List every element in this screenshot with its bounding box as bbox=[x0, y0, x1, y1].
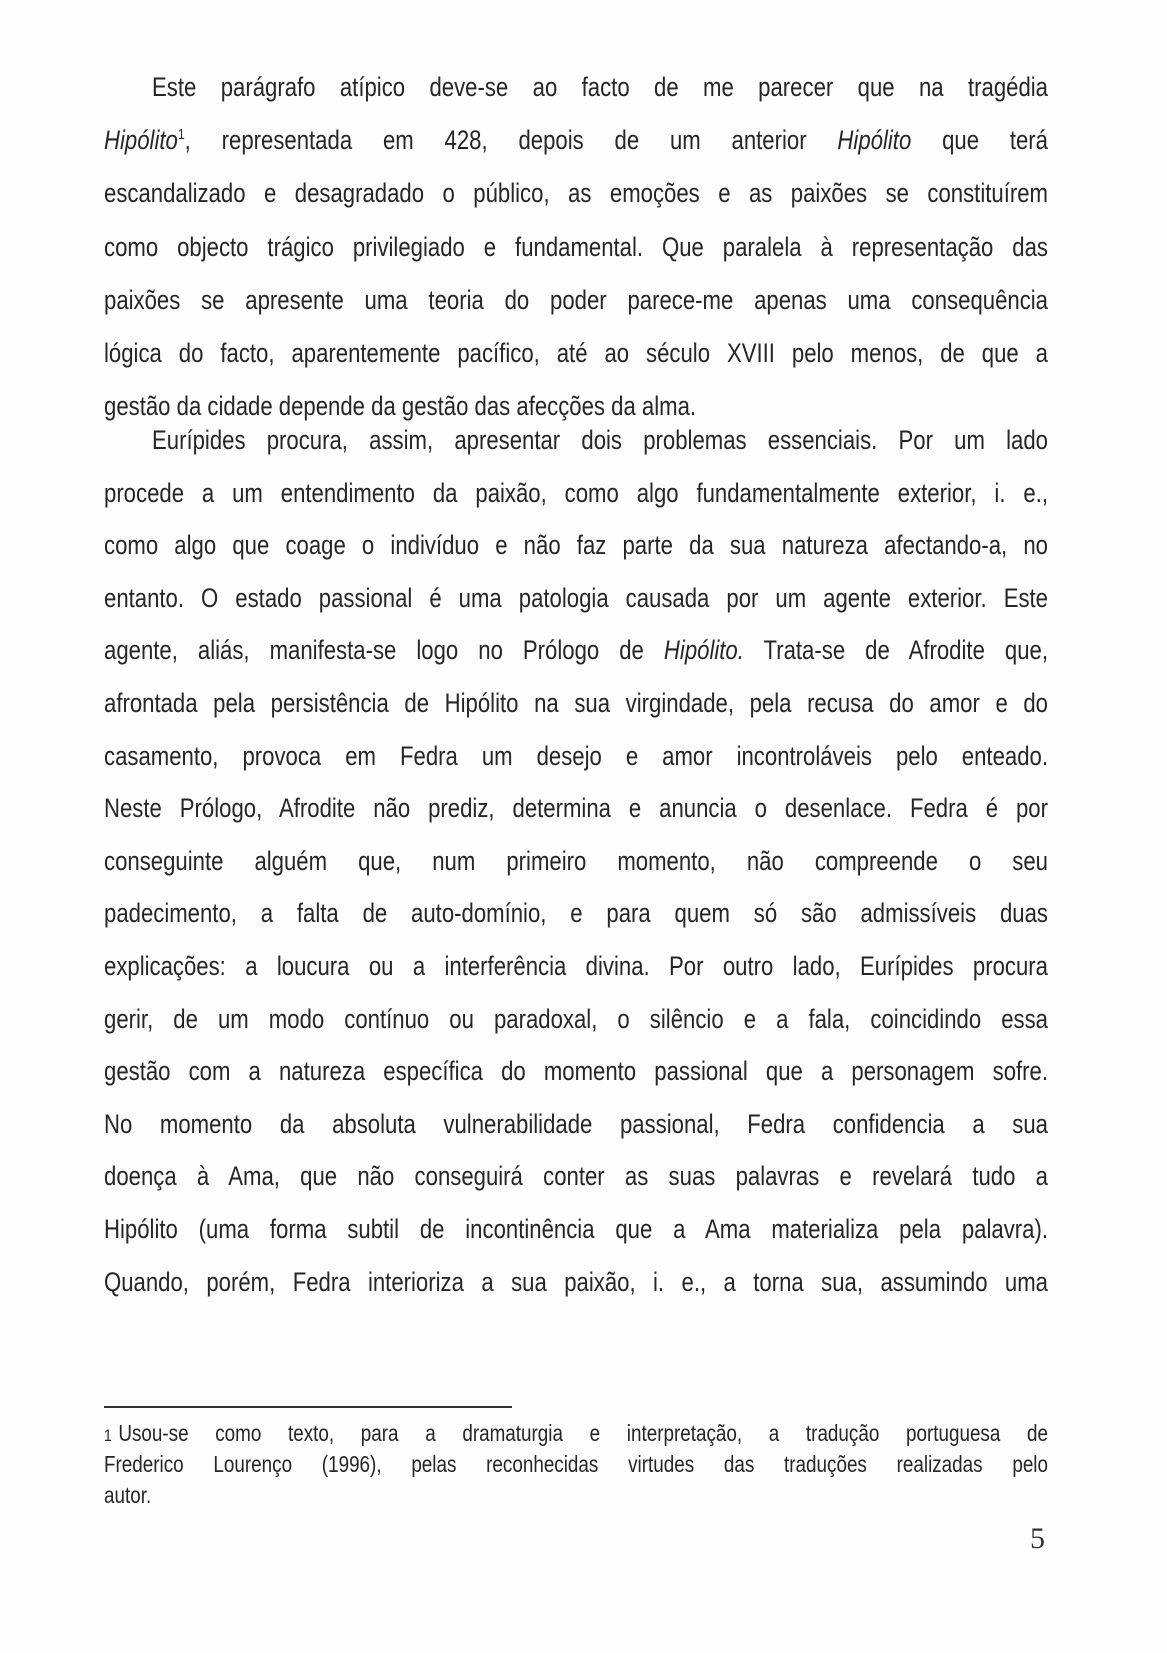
line-text: gestão da cidade depende da gestão das afecções da alma. bbox=[104, 391, 697, 422]
footnote-number: 1 bbox=[104, 1426, 112, 1445]
text-line bbox=[152, 72, 1048, 112]
line-text: padecimento, a falta de auto-domínio, e para quem só são admissíveis duas bbox=[104, 898, 1048, 929]
text-line bbox=[152, 425, 1048, 465]
text-line bbox=[104, 125, 1048, 165]
text-line bbox=[104, 178, 1048, 218]
line-text: procede a um entendimento da paixão, como algo fundamentalmente exterior, i. e., bbox=[104, 477, 1048, 508]
line-text: explicações: a loucura ou a interferência divina. Por outro lado, Eurípides procura bbox=[104, 951, 1048, 981]
line-text: Quando, porém, Fedra interioriza a sua paixão, i. e., a torna sua, assumindo uma bbox=[104, 1266, 1048, 1297]
text-line bbox=[104, 688, 1048, 728]
line-text: agente, aliás, manifesta-se logo no Prólogo de bbox=[104, 635, 664, 666]
line-text: como algo que coage o indivíduo e não faz parte da sua natureza afectando-a, no bbox=[104, 530, 1048, 561]
footnote-line bbox=[104, 1451, 1048, 1483]
line-text: entanto. O estado passional é uma patologia causada por um agente exterior. Este bbox=[104, 582, 1048, 613]
italic-title: Hipólito bbox=[104, 125, 178, 156]
text-line bbox=[104, 1267, 1048, 1307]
line-text: , representada em 428, depois de um anterior bbox=[184, 125, 838, 156]
text-line bbox=[104, 951, 1048, 991]
footnote-line bbox=[104, 1420, 1048, 1452]
text-line bbox=[104, 741, 1048, 781]
italic-title: Hipólito bbox=[837, 125, 912, 156]
line-text: que terá bbox=[911, 125, 1048, 156]
text-line bbox=[104, 1004, 1048, 1044]
line-text: escandalizado e desagradado o público, as emoções e as paixões se constituírem bbox=[104, 178, 1048, 209]
italic-title: Hipólito. bbox=[663, 635, 744, 666]
text-line bbox=[104, 793, 1048, 833]
text-line bbox=[104, 1214, 1048, 1254]
footnote-text: autor. bbox=[104, 1482, 152, 1508]
page-number: 5 bbox=[1030, 1522, 1045, 1555]
line-text: No momento da absoluta vulnerabilidade passional, Fedra confidencia a sua bbox=[104, 1108, 1048, 1139]
footnote-line bbox=[104, 1482, 1048, 1514]
line-text: como objecto trágico privilegiado e fundamental. Que paralela à representação das bbox=[104, 231, 1048, 262]
footnote-text: Frederico Lourenço (1996), pelas reconhecidas virtudes das traduções realizadas pelo bbox=[104, 1451, 1048, 1477]
text-line bbox=[104, 898, 1048, 938]
footnote-text: Usou-se como texto, para a dramaturgia e interpretação, a tradução portuguesa de bbox=[118, 1420, 1048, 1446]
line-text: Neste Prólogo, Afrodite não prediz, determina e anuncia o desenlace. Fedra é por bbox=[104, 793, 1048, 824]
line-text: Trata-se de Afrodite que, bbox=[743, 635, 1048, 666]
text-line bbox=[104, 583, 1048, 623]
text-line bbox=[104, 338, 1048, 378]
text-line bbox=[104, 478, 1048, 518]
text-line bbox=[104, 530, 1048, 570]
text-line bbox=[104, 846, 1048, 886]
line-text: gerir, de um modo contínuo ou paradoxal, o silêncio e a fala, coincidindo essa bbox=[104, 1003, 1048, 1034]
text-line bbox=[104, 1056, 1048, 1096]
line-text: doença à Ama, que não conseguirá conter as suas palavras e revelará tudo a bbox=[104, 1161, 1048, 1192]
text-line bbox=[104, 232, 1048, 272]
line-text: casamento, provoca em Fedra um desejo e amor incontroláveis pelo enteado. bbox=[104, 740, 1048, 771]
text-line bbox=[104, 285, 1048, 325]
footnote-separator bbox=[104, 1406, 512, 1408]
text-line bbox=[104, 1161, 1048, 1201]
line-text: afrontada pela persistência de Hipólito na sua virgindade, pela recusa do amor e do bbox=[104, 688, 1048, 718]
line-text: lógica do facto, aparentemente pacífico, até ao século XVIII pelo menos, de que a bbox=[104, 338, 1048, 368]
line-text: conseguinte alguém que, num primeiro momento, não compreende o seu bbox=[104, 845, 1048, 876]
line-text: Hipólito (uma forma subtil de incontinência que a Ama materializa pela palavra). bbox=[104, 1214, 1048, 1244]
line-text: Este parágrafo atípico deve-se ao facto de me parecer que na tragédia bbox=[152, 72, 1048, 102]
line-text: paixões se apresente uma teoria do poder parece-me apenas uma consequência bbox=[104, 284, 1048, 315]
footnote-marker[interactable]: 1 bbox=[177, 126, 185, 144]
text-line bbox=[104, 1109, 1048, 1149]
text-line bbox=[104, 635, 1048, 675]
line-text: gestão com a natureza específica do momento passional que a personagem sofre. bbox=[104, 1056, 1048, 1087]
line-text: Eurípides procura, assim, apresentar dois problemas essenciais. Por um lado bbox=[152, 425, 1048, 455]
